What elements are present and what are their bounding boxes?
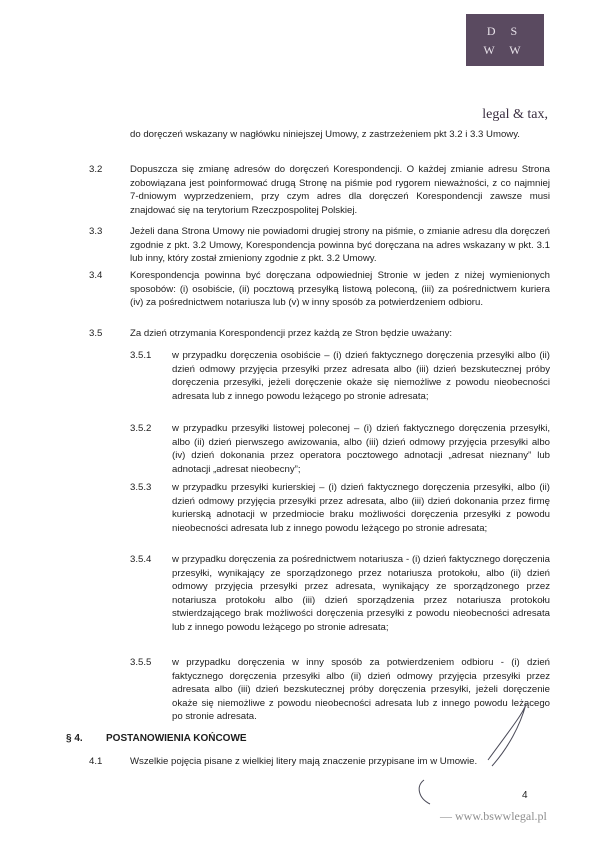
paragraph-text: Wszelkie pojęcia pisane z wielkiej litery mają znaczenie przypisane im w Umowie. — [130, 756, 478, 767]
paragraph-number: 3.5 — [89, 328, 103, 339]
footer-website-link[interactable]: — www.bswwlegal.pl — [440, 809, 547, 823]
logo-row-1: D S — [486, 24, 524, 38]
logo-row-2: W W — [483, 43, 527, 57]
paragraph-text: Dopuszcza się zmianę adresów do doręczeń Korespondencji. O każdej zmianie adresu Strona zobowiązana jest poinformować drugą Stronę na piśmie pod rygorem nieważności, z co najmniej 7-dniowym wyprzedzeniem, przy czym adres dla doręczeń Korespondencji zawsze musi znajdować się na terytorium Rzeczpospolitej Polskiej. — [130, 164, 550, 216]
subparagraph-text: w przypadku doręczenia osobiście – (i) dzień faktycznego doręczenia przesyłki albo (ii) dzień odmowy przyjęcia przesyłki przez adresata albo (iii) dzień bezskutecznej próby doręczenia przesyłki, jeżeli doręczenie okaże się niemożliwe z powodu nieobecności adresata lub z innego powodu leżącego po stronie adresata; — [172, 350, 550, 402]
section-symbol: § 4. — [66, 733, 83, 744]
continuation-paragraph: do doręczeń wskazany w nagłówku niniejszej Umowy, z zastrzeżeniem pkt 3.2 i 3.3 Umowy. — [130, 129, 520, 140]
header-tagline: legal & tax, — [482, 107, 548, 122]
paragraph-number: 4.1 — [89, 756, 103, 767]
paragraph-text: Za dzień otrzymania Korespondencji przez każdą ze Stron będzie uważany: — [130, 328, 453, 339]
section-4-heading — [66, 733, 247, 744]
subparagraph-number: 3.5.3 — [130, 482, 152, 493]
page-number: 4 — [522, 790, 528, 801]
subparagraph-number: 3.5.4 — [130, 554, 152, 565]
firm-logo — [466, 14, 544, 66]
subparagraph-text: w przypadku przesyłki listowej poleconej – (i) dzień faktycznego doręczenia przesyłki, albo (ii) dzień pierwszego awizowania, albo (iii) dzień odmowy przyjęcia przesyłki albo (iv) dzień dokonania przez operatora pocztowego adnotacji „adresat nieznany” lub adnotacji „adresat nieobecny”; — [172, 423, 550, 475]
subparagraph-number: 3.5.2 — [130, 423, 152, 434]
paragraph-text: Jeżeli dana Strona Umowy nie powiadomi drugiej strony na piśmie, o zmianie adresu dla doręczeń zgodnie z pkt. 3.2 Umowy, Korespondencja powinna być doręczana na adres wskazany w pkt. 3.1 lub inny, który został zmieniony zgodnie z pkt. 3.2 Umowy. — [130, 226, 550, 265]
subparagraph-text: w przypadku doręczenia w inny sposób za potwierdzeniem odbioru - (i) dzień faktycznego doręczenia przesyłki albo (ii) dzień odmowy przyjęcia przesyłki przez adresata albo (iii) dzień bezskutecznej próby doręczenia przesyłki, jeżeli doręczenie okaże się niemożliwe z powodu nieobecności adresata lub z innego powodu leżącego po stronie adresata. — [172, 657, 550, 723]
paragraph-number: 3.2 — [89, 164, 103, 175]
signature-mark — [400, 700, 530, 810]
paragraph-text: Korespondencja powinna być doręczana odpowiedniej Stronie w jeden z niżej wymienionych sposobów: (i) osobiście, (ii) pocztową przesyłką listową poleconą, (iii) za pośrednictwem kuriera (iv) za pośrednictwem notariusza lub (v) w inny sposób za potwierdzeniem odbioru. — [130, 270, 550, 309]
subparagraph-number: 3.5.1 — [130, 350, 152, 361]
subparagraph-number: 3.5.5 — [130, 657, 152, 668]
subparagraph-text: w przypadku przesyłki kurierskiej – (i) dzień faktycznego doręczenia przesyłki, albo (ii) dzień odmowy przyjęcia przesyłki przez adresata, albo (iii) dzień dokonania przez firmę kurierską adnotacji w przedmiocie braku możliwości doręczenia przesyłki z powodu nieobecności adresata lub z innego powodu leżącego po stronie adresata; — [172, 482, 550, 534]
paragraph-number: 3.3 — [89, 226, 103, 237]
subparagraph-text: w przypadku doręczenia za pośrednictwem notariusza - (i) dzień faktycznego doręczenia przesyłki, wynikający ze sporządzonego przez notariusza protokołu, albo (ii) dzień odmowy przyjęcia przesyłki przez adresata, wynikający ze sporządzonego przez notariusza protokołu albo (iii) dzień sporządzenia przez notariusza protokołu stwierdzającego brak możliwości doręczenia przesyłki z powodu nieobecności adresata lub z innego powodu leżącego po stronie adresata; — [172, 554, 550, 633]
paragraph-number: 3.4 — [89, 270, 103, 281]
section-title: POSTANOWIENIA KOŃCOWE — [106, 733, 247, 744]
